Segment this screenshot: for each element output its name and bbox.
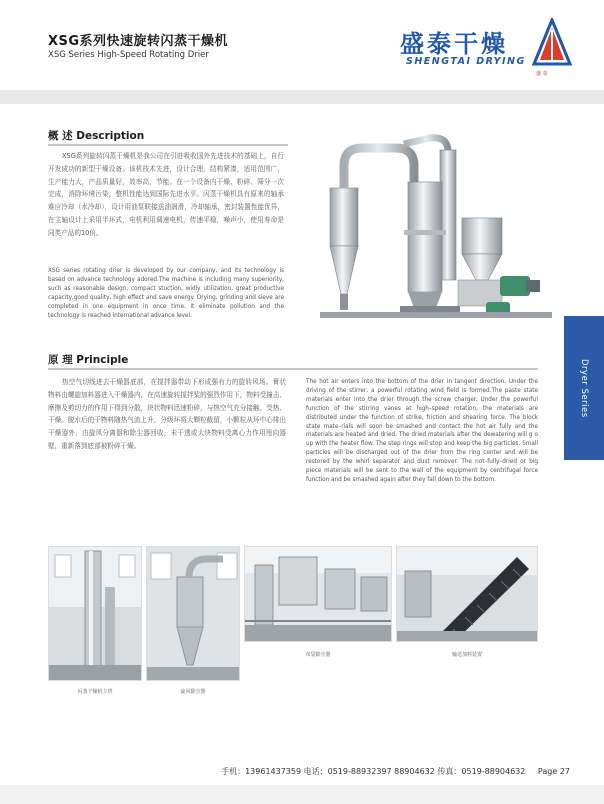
principle-title: 原 理 Principle	[48, 354, 129, 366]
principle-text-cn: 热空气切线进去干燥器底部，在搅拌器带动下形成强有力的旋转风场。膏状物料由螺旋加料器进入干燥器内，在高速旋转搅拌桨的强烈作用下，物料受撞击、摩擦及剪切力的作用下得到分散，块状物料迅速粉碎，与热空气充分接触、受热、干燥。脱水后的干物料随热气流上升，分级环将大颗粒截留，小颗粒从环中心排出干燥器外，由旋风分离器和除尘器回收，未干透或大块物料受离心力作用甩向器壁，重新落到底部被粉碎干燥。	[48, 378, 286, 450]
page-footer	[0, 760, 604, 782]
page-header	[0, 0, 604, 90]
photo-cyclone	[146, 546, 240, 681]
caption-photo4: 输送加料装置	[451, 652, 482, 658]
photo-feeding-device	[396, 546, 538, 642]
footer-line	[221, 766, 570, 777]
side-tab-label	[564, 316, 604, 460]
photo-bag-filter	[244, 546, 392, 642]
overview-text-en: XSG series rotating drier is developed by our company, and its technology is based on advance technology adored.The machine is including many superiority, such as reasonable design, compact stuction, widly utilization, great productive capacity,good quality, high effect and save energy. Drying, grinding and sieve are completed in one equipment in once time. It eliminate pollution and the technology is reached international advance level.	[48, 268, 284, 319]
footer-band	[0, 785, 604, 804]
caption-photo1: 闪蒸干燥机主塔	[77, 689, 113, 695]
caption-photo2: 旋风除尘器	[180, 689, 206, 695]
header-band	[0, 90, 604, 104]
overview-title: 概 述 Description	[48, 130, 145, 142]
principle-title-underline	[48, 368, 538, 370]
dryer-machine-illustration	[300, 126, 562, 332]
brand-name-cn: 盛泰干燥	[400, 29, 508, 58]
overview-title-underline	[48, 144, 288, 146]
principle-text-en: The hot air enters into the bottom of the drier in tangent direction. Under the driving of the stirrer, a powerful rotating wind field is formed.The paste state materials enter into the drier through the screw charger. Under the powerful function of the stirring vanes at high–speed rotation, the materials are distributed under the function of strike, friction and shearing force. The block state mate–rials will soon be smashed and contact the hot air fully and the materials are heated and dried. The dried materials after the dewatering will g o up with the heater flow. The step rings will stop and keep the big particles. Small particles will be discharged out of the drier from the ring center and will be restored by the whirl separator and dust remover. The not–fully–dried or big piece materials will be sent to the wall of the equipment by centrifugal force function and be smashed again after they fall down to the bottom.	[306, 379, 538, 483]
photo-main-tower	[48, 546, 142, 681]
logo-text: 盛 泰	[536, 71, 548, 77]
caption-photo3: 布袋除尘器	[305, 652, 331, 658]
brand-name-en: SHENGTAI DRYING	[406, 56, 526, 67]
company-logo-icon	[530, 18, 574, 70]
page-title-cn: XSG系列快速旋转闪蒸干燥机	[48, 34, 229, 49]
overview-text-cn: XSG系列旋转闪蒸干燥机是我公司在引进吸收国外先进技术的基础上，自行开发成功的新型干燥设备。该机技术先进，设计合理，结构紧凑，适用范围广，生产能力大，产品质量好，效率高，节能。在一个设备内干燥、粉碎、筛分一次完成，消除环境污染，整机性能达到国际先进水平。闪蒸干燥机具有原来的轴承难应冷却（水冷却），设计用油泵联接送油润滑，冷却轴承，密封装置性能优异，在主轴设计上采用半坏式，电机利用调速电机，传速平稳，噪声小，使用寿命是同类产品的10倍。	[48, 152, 284, 237]
page-number: Page 27	[537, 767, 570, 776]
footer-contact: 手机：13961437359 电话：0519-88932397 88904632 传真：0519-88904632	[221, 767, 526, 776]
side-tab-text: Dryer Series	[579, 358, 589, 418]
page-title-en: XSG Series High-Speed Rotating Drier	[48, 50, 209, 60]
